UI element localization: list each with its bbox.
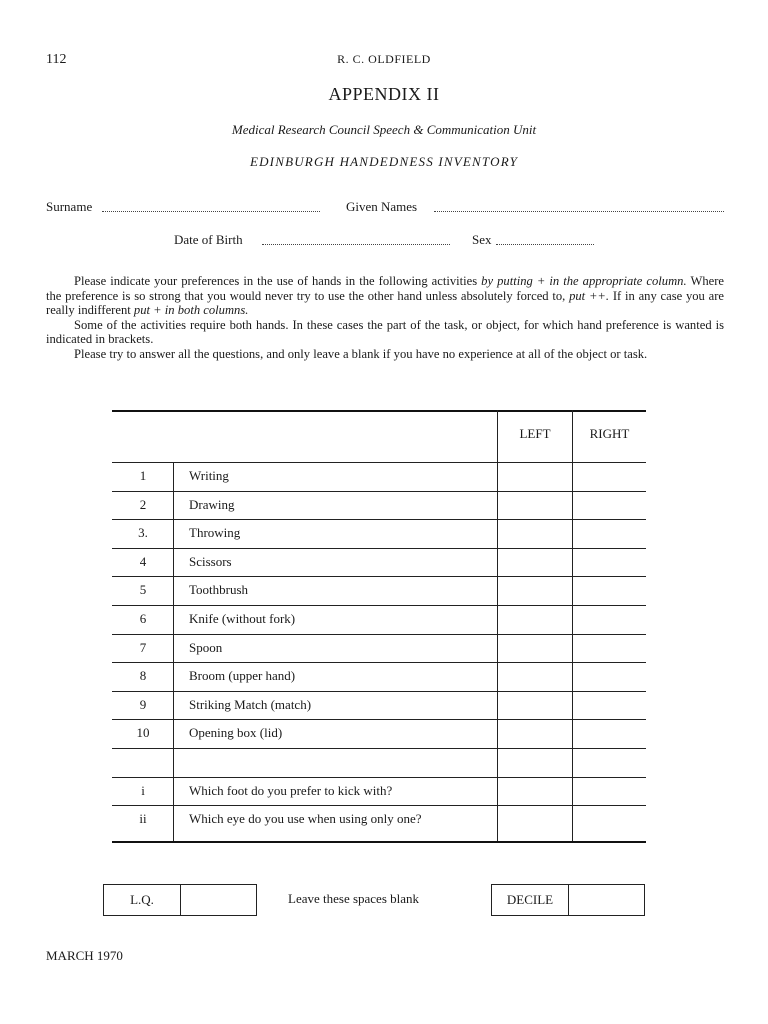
surname-label: Surname	[46, 199, 93, 214]
left-answer-cell[interactable]	[498, 805, 572, 834]
instructions	[46, 274, 724, 361]
left-column-header: LEFT	[519, 426, 551, 441]
right-answer-cell[interactable]	[573, 462, 646, 491]
row-number: 10	[136, 725, 150, 741]
row-number: 8	[139, 668, 147, 684]
row-number: i	[141, 782, 145, 798]
right-answer-cell[interactable]	[573, 519, 646, 548]
right-answer-cell[interactable]	[573, 548, 646, 577]
row-activity-label: Knife (without fork)	[189, 611, 296, 626]
left-answer-cell[interactable]	[498, 548, 572, 577]
right-answer-cell[interactable]	[573, 748, 646, 777]
instruction-paragraph-2: Some of the activities require both hands. In these cases the part of the task, or object, for which hand preference is wanted is indicated in brackets.	[46, 317, 724, 346]
right-answer-cell[interactable]	[573, 777, 646, 806]
right-answer-cell[interactable]	[573, 805, 646, 834]
right-column-header: RIGHT	[589, 426, 630, 441]
row-activity-label: Spoon	[189, 639, 223, 655]
row-number: 7	[139, 639, 147, 655]
right-answer-cell[interactable]	[573, 491, 646, 520]
left-answer-cell[interactable]	[498, 691, 572, 720]
unit-subtitle: Medical Research Council Speech & Communication Unit	[231, 122, 537, 137]
table-bottom-rule	[112, 841, 646, 843]
inventory-title: EDINBURGH HANDEDNESS INVENTORY	[249, 154, 519, 169]
instruction-text: Please indicate your preferences in the use of hands in the following activities	[74, 274, 482, 288]
instruction-emphasis: by putting + in the appropriate column.	[481, 274, 687, 288]
right-answer-cell[interactable]	[573, 576, 646, 605]
lq-value-cell[interactable]	[181, 885, 256, 915]
left-answer-cell[interactable]	[498, 662, 572, 691]
row-number: 4	[139, 553, 147, 569]
instruction-paragraph-1	[46, 274, 724, 318]
left-answer-cell[interactable]	[498, 462, 572, 491]
left-answer-cell[interactable]	[498, 576, 572, 605]
sex-field[interactable]	[496, 244, 594, 245]
left-answer-cell[interactable]	[498, 719, 572, 748]
row-number: 1	[139, 468, 147, 483]
row-number: 3.	[138, 525, 148, 541]
date-of-birth-field[interactable]	[262, 244, 450, 245]
decile-label: DECILE	[506, 892, 554, 907]
row-number: 6	[139, 611, 147, 626]
decile-box	[491, 884, 645, 916]
left-answer-cell[interactable]	[498, 605, 572, 634]
right-answer-cell[interactable]	[573, 634, 646, 663]
instruction-emphasis: put + in both columns.	[133, 303, 249, 317]
row-activity-label: Writing	[189, 468, 229, 483]
decile-value-cell[interactable]	[569, 885, 644, 915]
right-answer-cell[interactable]	[573, 719, 646, 748]
row-activity-label: Which foot do you prefer to kick with?	[189, 782, 393, 798]
row-activity-label: Drawing	[189, 496, 235, 512]
table-top-rule	[112, 410, 646, 412]
right-answer-cell[interactable]	[573, 691, 646, 720]
left-answer-cell[interactable]	[498, 519, 572, 548]
left-answer-cell[interactable]	[498, 491, 572, 520]
lq-box	[103, 884, 257, 916]
lq-label: L.Q.	[130, 892, 154, 907]
surname-field[interactable]	[102, 211, 320, 212]
footer-date: MARCH 1970	[46, 948, 123, 963]
row-number: 2	[139, 496, 147, 512]
left-answer-cell[interactable]	[498, 634, 572, 663]
row-activity-label: Toothbrush	[189, 582, 249, 598]
row-activity-label: Scissors	[189, 553, 232, 569]
date-of-birth-label: Date of Birth	[174, 232, 243, 247]
sex-label: Sex	[472, 232, 492, 247]
row-number: 9	[139, 696, 147, 712]
row-activity-label: Striking Match (match)	[189, 696, 312, 712]
right-answer-cell[interactable]	[573, 605, 646, 634]
instruction-paragraph-3: Please try to answer all the questions, and only leave a blank if you have no experience at all of the object or task.	[74, 346, 648, 361]
instruction-emphasis: put ++.	[569, 288, 610, 303]
leave-blank-note: Leave these spaces blank	[288, 891, 420, 906]
inventory-table	[112, 410, 646, 842]
right-answer-cell[interactable]	[573, 662, 646, 691]
given-names-field[interactable]	[434, 211, 724, 212]
page-number: 112	[46, 52, 67, 67]
appendix-title: APPENDIX II	[328, 84, 440, 104]
row-activity-label: Opening box (lid)	[189, 725, 283, 741]
row-activity-label: Broom (upper hand)	[189, 668, 296, 684]
left-answer-cell[interactable]	[498, 777, 572, 806]
row-number: ii	[139, 811, 147, 827]
row-activity-label: Throwing	[189, 525, 241, 541]
instruction-text: If in any case you are really indifferent	[46, 288, 724, 317]
row-number: 5	[139, 582, 147, 598]
row-activity-label: Which eye do you use when using only one?	[189, 811, 422, 827]
instruction-text: Where the preference is so strong that you would never try to use the other hand unless absolutely forced to,	[46, 274, 724, 303]
left-answer-cell[interactable]	[498, 748, 572, 777]
running-head: R. C. OLDFIELD	[337, 52, 431, 66]
given-names-label: Given Names	[346, 199, 418, 214]
